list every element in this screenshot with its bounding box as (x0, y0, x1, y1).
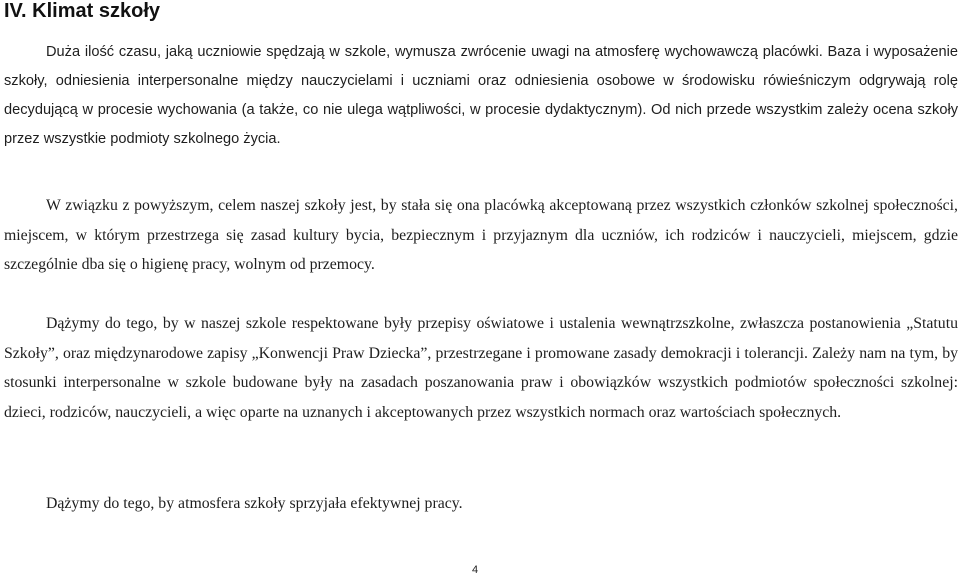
paragraph-school-time: Duża ilość czasu, jaką uczniowie spędzają w szkole, wymusza zwrócenie uwagi na atmosferę wychowawczą placówki. Baza i wyposażenie szkoły, odniesienia interpersonalne między nauczycielami i uczniami oraz odniesienia osobowe w środowisku rówieśniczym odgrywają rolę decydującą w procesie wychowania (a także, co nie ulega wątpliwości, w procesie dydaktycznym). Od nich przede wszystkim zależy ocena szkoły przez wszystkie podmioty szkolnego życia. (4, 44, 958, 147)
paragraph-regulations: Dążymy do tego, by w naszej szkole respektowane były przepisy oświatowe i ustalenia wewnątrzszkolne, zwłaszcza postanowienia „Statutu Szkoły”, oraz międzynarodowe zapisy „Konwencji Praw Dziecka”, przestrzegane i promowane zasady demokracji i tolerancji. Zależy nam na tym, by stosunki interpersonalne w szkole budowane były na zasadach poszanowania praw i obowiązków wszystkich podmiotów społeczności szkolnej: dzieci, rodziców, nauczycieli, a więc oparte na uznanych i akceptowanych przez wszystkich normach oraz wartościach społecznych. (4, 315, 958, 421)
section-heading: IV. Klimat szkoły (4, 0, 160, 22)
paragraph-atmosphere: Dążymy do tego, by atmosfera szkoły sprzyjała efektywnej pracy. (46, 495, 463, 512)
paragraph-school-goal: W związku z powyższym, celem naszej szkoły jest, by stała się ona placówką akceptowaną przez wszystkich członków szkolnej społeczności, miejscem, w którym przestrzega się zasad kultury bycia, bezpiecznym i przyjaznym dla uczniów, ich rodziców i nauczycieli, miejscem, gdzie szczególnie dba się o higienę pracy, wolnym od przemocy. (4, 197, 958, 274)
page-number: 4 (472, 564, 479, 576)
